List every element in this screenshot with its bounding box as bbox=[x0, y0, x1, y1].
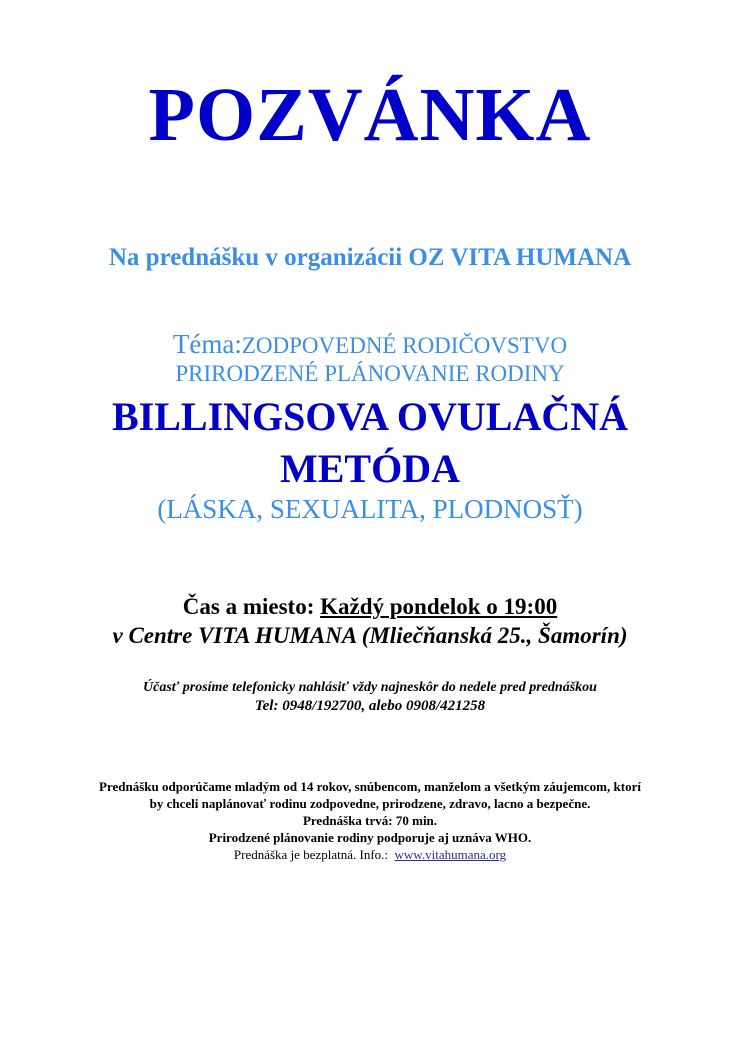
method-subtitle: (LÁSKA, SEXUALITA, PLODNOSŤ) bbox=[157, 494, 583, 524]
time-value: Každý pondelok o 19:00 bbox=[320, 594, 558, 619]
registration-note: Účasť prosíme telefonicky nahlásiť vždy najneskôr do nedele pred prednáškou bbox=[143, 680, 597, 695]
footer-line-2: by chceli naplánovať rodinu zodpovedne, prirodzene, zdravo, lacno a bezpečne. bbox=[149, 796, 591, 811]
topic-subline: PRIRODZENÉ PLÁNOVANIE RODINY bbox=[175, 361, 565, 386]
footer-who: Prirodzené plánovanie rodiny podporuje aj uznáva WHO. bbox=[208, 830, 532, 845]
phone-numbers: Tel: 0948/192700, alebo 0908/421258 bbox=[254, 698, 486, 714]
topic-line bbox=[0, 329, 740, 360]
time-line bbox=[0, 594, 740, 620]
website-link[interactable]: www.vitahumana.org bbox=[394, 847, 507, 862]
place-line: v Centre VITA HUMANA (Mliečňanská 25., Šamorín) bbox=[112, 623, 628, 648]
topic-name: ZODPOVEDNÉ RODIČOVSTVO bbox=[241, 333, 568, 358]
time-label: Čas a miesto: bbox=[182, 594, 321, 619]
method-title-line1: BILLINGSOVA OVULAČNÁ bbox=[111, 394, 629, 439]
footer-info bbox=[0, 847, 740, 863]
footer-duration: Prednáška trvá: 70 min. bbox=[302, 813, 438, 828]
page-title: POZVÁNKA bbox=[148, 73, 592, 157]
organization-line: Na prednášku v organizácii OZ VITA HUMANA bbox=[108, 244, 632, 271]
footer-info-text: Prednáška je bezplatná. Info.: bbox=[233, 847, 395, 862]
topic-label: Téma: bbox=[172, 329, 242, 359]
footer-line-1: Prednášku odporúčame mladým od 14 rokov, snúbencom, manželom a všetkým záujemcom, ktorí bbox=[99, 779, 641, 794]
method-title-line2: METÓDA bbox=[280, 446, 460, 491]
